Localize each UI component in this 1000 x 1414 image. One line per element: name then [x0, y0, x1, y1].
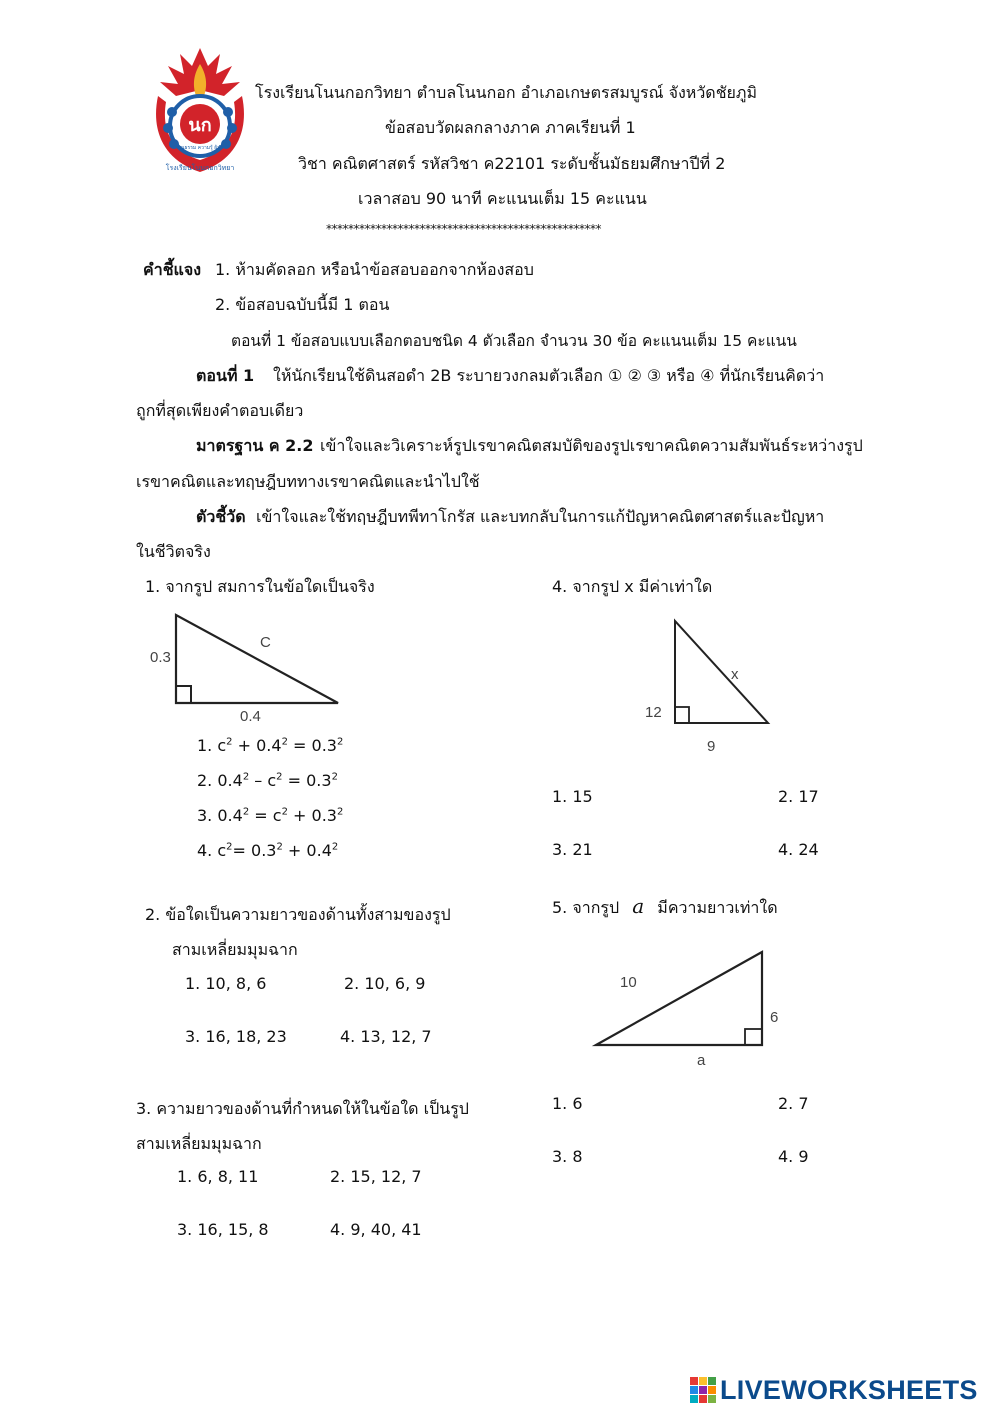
instruction-2: 2. ข้อสอบฉบับนี้มี 1 ตอน — [215, 295, 390, 314]
exponent: 2 — [336, 806, 344, 818]
q5-stem-prefix: 5. จากรูป — [552, 898, 620, 917]
term: = 0.3 — [282, 771, 332, 790]
q3-stem: 3. ความยาวของด้านที่กำหนดให้ในข้อใด เป็นรูป — [136, 1099, 469, 1118]
q1-choice-4[interactable] — [197, 841, 338, 860]
choice-number: 2. — [197, 771, 213, 790]
q1-side-hyp: C — [260, 634, 271, 651]
q5-choice-3[interactable]: 3. 8 — [552, 1147, 583, 1166]
q3-stem-continued: สามเหลี่ยมมุมฉาก — [136, 1134, 262, 1153]
q1-triangle-figure — [140, 605, 350, 730]
q4-choice-4[interactable]: 4. 24 — [778, 840, 819, 859]
q5-stem-suffix: มีความยาวเท่าใด — [657, 898, 778, 917]
exponent: 2 — [336, 736, 344, 748]
exam-line: ข้อสอบวัดผลกลางภาค ภาคเรียนที่ 1 — [385, 118, 636, 137]
indicator-text-continued: ในชีวิตจริง — [136, 542, 211, 561]
choice-number: 3. — [197, 806, 213, 825]
instruction-1: 1. ห้ามคัดลอก หรือนำข้อสอบออกจากห้องสอบ — [215, 260, 534, 279]
q4-choice-1[interactable]: 1. 15 — [552, 787, 593, 806]
subject-line: วิชา คณิตศาสตร์ รหัสวิชา ค22101 ระดับชั้นมัธยมศึกษาปีที่ 2 — [298, 154, 726, 173]
standard-text-continued: เรขาคณิตและทฤษฎีบททางเรขาคณิตและนำไปใช้ — [136, 472, 480, 491]
q3-choice-2[interactable]: 2. 15, 12, 7 — [330, 1167, 422, 1186]
part-label: ตอนที่ 1 — [196, 366, 255, 385]
term: 0.4 — [217, 771, 243, 790]
standard-text: เข้าใจและวิเคราะห์รูปเรขาคณิตสมบัติของรูปเรขาคณิตความสัมพันธ์ระหว่างรูป — [320, 436, 863, 455]
school-logo — [150, 46, 250, 184]
q4-choice-2[interactable]: 2. 17 — [778, 787, 819, 806]
q5-stem — [552, 894, 778, 921]
choice-number: 1. — [197, 736, 213, 755]
term: + 0.4 — [282, 841, 332, 860]
term: c — [217, 841, 227, 860]
exponent: 2 — [281, 806, 288, 818]
logo-school-name: โรงเรียนโนนกอกวิทยา — [165, 164, 235, 172]
q3-choice-4[interactable]: 4. 9, 40, 41 — [330, 1220, 422, 1239]
term: + 0.3 — [287, 806, 337, 825]
q4-triangle-figure — [635, 605, 785, 755]
term: c — [217, 736, 227, 755]
exponent: 2 — [331, 841, 339, 853]
q4-side-left: 12 — [645, 704, 662, 721]
exponent: 2 — [276, 841, 283, 853]
term: = 0.3 — [232, 841, 277, 860]
term: + 0.4 — [232, 736, 282, 755]
choice-number: 4. — [197, 841, 213, 860]
q1-side-bottom: 0.4 — [240, 708, 261, 725]
instructions-heading: คำชี้แจง — [143, 260, 202, 279]
school-line: โรงเรียนโนนกอกวิทยา ตำบลโนนกอก อำเภอเกษตรสมบูรณ์ จังหวัดชัยภูมิ — [255, 83, 758, 102]
term: 0.4 — [217, 806, 243, 825]
exponent: 2 — [242, 806, 250, 818]
logo-flame-crown — [160, 48, 240, 101]
exponent: 2 — [226, 841, 233, 853]
indicator-label: ตัวชี้วัด — [196, 507, 246, 526]
q5-triangle-figure — [590, 945, 790, 1070]
q2-choice-1[interactable]: 1. 10, 8, 6 — [185, 974, 267, 993]
q1-side-left: 0.3 — [150, 649, 171, 666]
exponent: 2 — [331, 771, 338, 783]
q4-side-bottom: 9 — [707, 738, 716, 755]
q4-choice-3[interactable]: 3. 21 — [552, 840, 593, 859]
exponent: 2 — [242, 771, 250, 783]
q1-choice-2[interactable] — [197, 771, 338, 790]
q5-side-right: 6 — [770, 1009, 779, 1026]
q5-side-hyp: 10 — [620, 974, 637, 991]
q3-choice-3[interactable]: 3. 16, 15, 8 — [177, 1220, 269, 1239]
q2-choice-4[interactable]: 4. 13, 12, 7 — [340, 1027, 432, 1046]
q5-side-bottom: a — [697, 1052, 706, 1069]
term: = 0.3 — [287, 736, 337, 755]
q5-choice-4[interactable]: 4. 9 — [778, 1147, 809, 1166]
q4-side-hyp: x — [731, 666, 739, 683]
q2-choice-2[interactable]: 2. 10, 6, 9 — [344, 974, 426, 993]
time-line: เวลาสอบ 90 นาที คะแนนเต็ม 15 คะแนน — [358, 189, 647, 208]
q2-stem: 2. ข้อใดเป็นความยาวของด้านทั้งสามของรูป — [145, 905, 451, 924]
q2-stem-continued: สามเหลี่ยมมุมฉาก — [172, 940, 298, 959]
exponent: 2 — [276, 771, 283, 783]
liveworksheets-logo[interactable] — [690, 1372, 978, 1408]
header-divider: ************************************************** — [326, 222, 601, 236]
q2-choice-3[interactable]: 3. 16, 18, 23 — [185, 1027, 287, 1046]
liveworksheets-mark-icon — [690, 1377, 716, 1403]
q1-choice-3[interactable] — [197, 806, 343, 825]
part-text: ให้นักเรียนใช้ดินสอดำ 2B ระบายวงกลมตัวเลือก ① ② ③ หรือ ④ ที่นักเรียนคิดว่า — [273, 366, 825, 385]
term: – c — [249, 771, 277, 790]
indicator-text: เข้าใจและใช้ทฤษฎีบทพีทาโกรัส และบทกลับในการแก้ปัญหาคณิตศาสตร์และปัญหา — [256, 507, 825, 526]
q5-variable: a — [632, 894, 645, 918]
exponent: 2 — [226, 736, 233, 748]
exponent: 2 — [281, 736, 288, 748]
q3-choice-1[interactable]: 1. 6, 8, 11 — [177, 1167, 259, 1186]
q5-choice-1[interactable]: 1. 6 — [552, 1094, 583, 1113]
standard-label: มาตรฐาน ค 2.2 — [196, 436, 314, 455]
term: = c — [249, 806, 282, 825]
liveworksheets-wordmark: LIVEWORKSHEETS — [720, 1374, 978, 1405]
q1-choice-1[interactable] — [197, 736, 343, 755]
logo-motto: คุณธรรม ความรู้ ผู้นำ — [176, 145, 224, 151]
part-summary: ตอนที่ 1 ข้อสอบแบบเลือกตอบชนิด 4 ตัวเลือก จำนวน 30 ข้อ คะแนนเต็ม 15 คะแนน — [231, 332, 797, 350]
part-text-continued: ถูกที่สุดเพียงคำตอบเดียว — [136, 401, 304, 420]
q5-choice-2[interactable]: 2. 7 — [778, 1094, 809, 1113]
logo-initials: นก — [188, 115, 212, 136]
q1-stem: 1. จากรูป สมการในข้อใดเป็นจริง — [145, 577, 375, 596]
q4-stem: 4. จากรูป x มีค่าเท่าใด — [552, 577, 713, 596]
